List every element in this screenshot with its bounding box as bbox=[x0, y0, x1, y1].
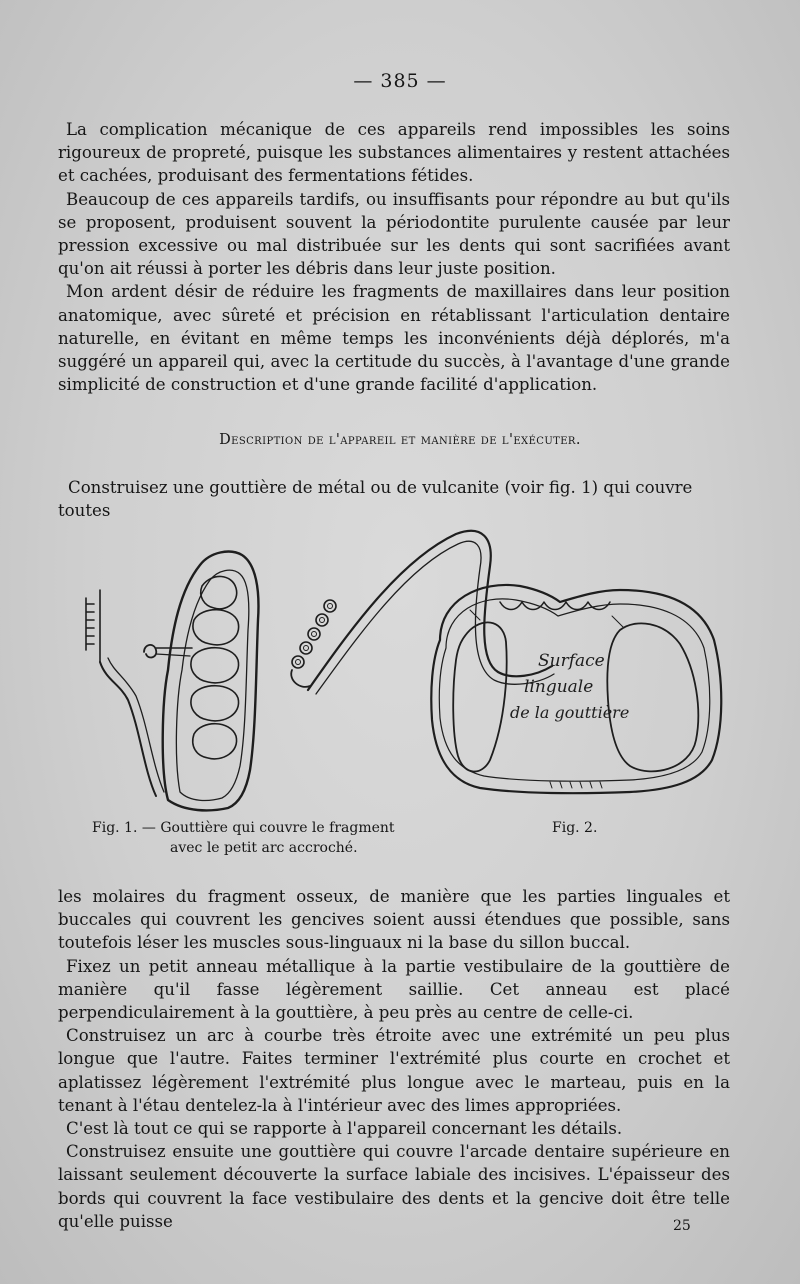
intro-line: Construisez une gouttière de métal ou de vulcanite (voir fig. 1) qui couvre toutes bbox=[58, 478, 693, 520]
figure-1-splint-drawing bbox=[86, 552, 258, 811]
figure-1-caption-line2: avec le petit arc accroché. bbox=[170, 840, 358, 856]
paragraph: Construisez un arc à courbe très étroite avec une extrémité un peu plus longue que l'autre. Faites terminer l'extrémité plus courte en crochet et aplatissez légèrement l'extrémité plus longue avec le marteau, puis en la tenant à l'étau dentelez-la à l'intérieur avec des limes appropriées. bbox=[58, 1026, 730, 1115]
figure-2-label-line2: linguale bbox=[524, 677, 594, 697]
paragraph: Fixez un petit anneau métallique à la partie vestibulaire de la gouttière de manière qu'il fasse légèrement saillie. Cet anneau est placé perpendiculairement à la gouttière, à peu près au centre de celle-ci. bbox=[58, 956, 730, 1023]
figure-1-caption bbox=[92, 818, 452, 858]
page-number: — 385 — bbox=[353, 70, 447, 92]
section-heading: Description de l'appareil et manière de l'exécuter. bbox=[219, 432, 581, 448]
figure-2-caption: Fig. 2. bbox=[552, 820, 598, 836]
figure-2-label-line1: Surface bbox=[538, 651, 605, 671]
paragraph: Construisez ensuite une gouttière qui couvre l'arcade dentaire supérieure en laissant seulement découverte la surface labiale des incisives. L'épaisseur des bords qui couvrent la face vestibulaire des dents et la gencive doit être telle qu'elle puisse bbox=[58, 1142, 730, 1231]
paragraph: C'est là tout ce qui se rapporte à l'appareil concernant les détails. bbox=[66, 1119, 623, 1139]
figure-illustration bbox=[60, 520, 740, 820]
figure-area bbox=[60, 520, 740, 820]
figure-2-label-line3: de la gouttière bbox=[510, 703, 630, 722]
text-block-bottom bbox=[58, 885, 730, 1233]
figure-1-arc-drawing bbox=[291, 531, 554, 694]
paragraph: Mon ardent désir de réduire les fragments de maxillaires dans leur position anatomique, avec sûreté et précision en rétablissant l'articulation dentaire naturelle, en évitant en même temps les inconvénients déjà déplorés, m'a suggéré un appareil qui, avec la certitude du succès, à l'avantage d'une grande simplicité de construction et d'une grande facilité d'application. bbox=[58, 282, 730, 395]
text-block-top bbox=[58, 118, 730, 396]
paragraph: les molaires du fragment osseux, de manière que les parties linguales et buccales qui couvrent les gencives soient aussi étendues que possible, sans toutefois léser les muscles sous-linguaux ni la base du sillon buccal. bbox=[58, 887, 730, 953]
paragraph: Beaucoup de ces appareils tardifs, ou insuffisants pour répondre au but qu'ils se proposent, produisent souvent la périodontite purulente causée par leur pression excessive ou mal distribuée sur les dents qui sont sacrifiées avant qu'on ait réussi à porter les débris dans leur juste position. bbox=[58, 189, 730, 279]
signature-mark: 25 bbox=[673, 1218, 691, 1234]
figure-1-caption-line1: — Gouttière qui couvre le fragment bbox=[141, 820, 395, 836]
figure-1-label: Fig. 1. bbox=[92, 820, 138, 836]
paragraph: La complication mécanique de ces appareils rend impossibles les soins rigoureux de propreté, puisque les substances alimentaires y restent attachées et cachées, produisant des fermentations fétides. bbox=[58, 120, 730, 186]
